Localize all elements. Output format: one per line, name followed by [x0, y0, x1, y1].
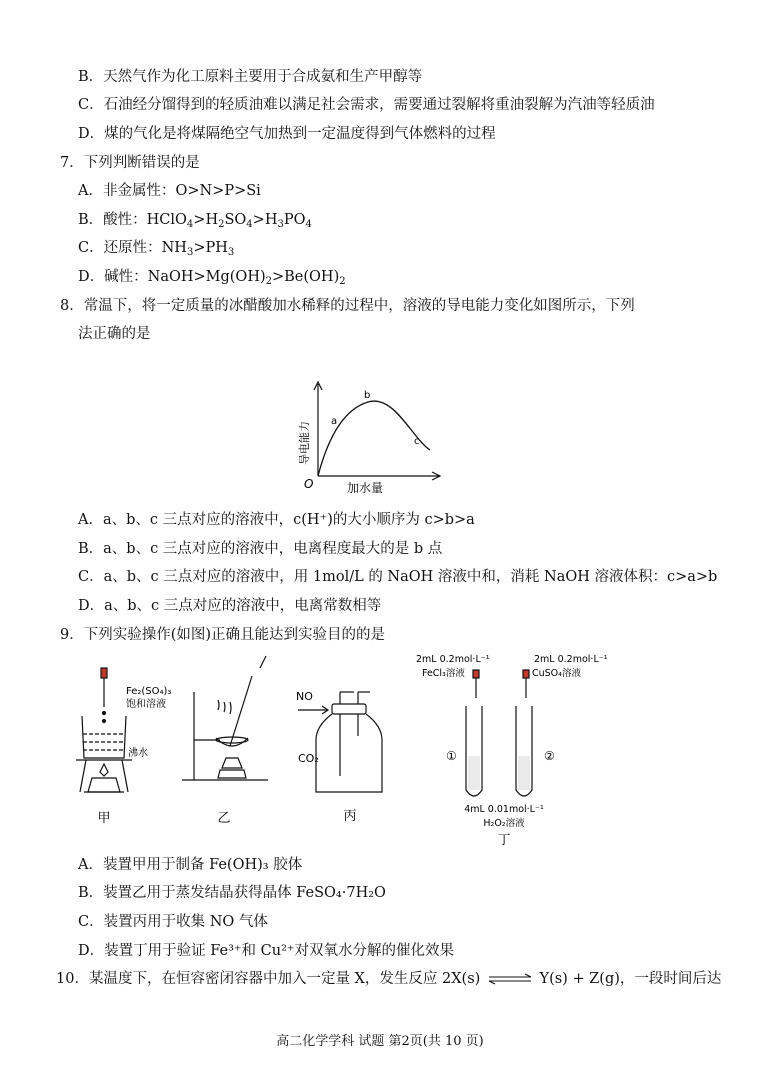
- graph-point-b: b: [364, 390, 371, 401]
- q6-option-b: B．天然气作为化工原料主要用于合成氨和生产甲醇等: [78, 69, 423, 85]
- ding-tube2-label: ②: [544, 749, 555, 763]
- q10-stem: 10．某温度下，在恒容密闭容器中加入一定量 X，发生反应 2X(s) Y(s) + Z(g)，一段时间后达: [56, 971, 722, 987]
- graph-point-c: c: [414, 436, 420, 447]
- ding-right-top-line1: 2mL 0.2mol·L⁻¹: [534, 654, 608, 665]
- graph-y-label: 导电能力: [298, 421, 311, 465]
- apparatus-yi: [182, 656, 268, 780]
- bing-label: 丙: [343, 809, 357, 824]
- q7-stem: 7．下列判断错误的是: [60, 155, 200, 171]
- q9-option-b: B．装置乙用于蒸发结晶获得晶体 FeSO₄·7H₂O: [78, 885, 386, 901]
- q7-option-c: C．还原性：$NH_3>PH_3$: [78, 240, 235, 258]
- apparatus-ding: [466, 670, 532, 796]
- q6-option-c: C．石油经分馏得到的轻质油难以满足社会需求，需要通过裂解将重油裂解为汽油等轻质油: [78, 97, 655, 113]
- q9-option-a: A．装置甲用于制备 Fe(OH)₃ 胶体: [78, 857, 303, 873]
- conductivity-graph: [290, 378, 450, 496]
- jia-reagent-line2: 饱和溶液: [126, 699, 166, 710]
- ding-right-top-line2: CuSO₄溶液: [532, 668, 581, 679]
- q8-option-b: B．a、b、c 三点对应的溶液中，电离程度最大的是 b 点: [78, 541, 443, 557]
- jia-reagent-line1: Fe₂(SO₄)₃: [126, 686, 172, 697]
- q9-option-d: D．装置丁用于验证 Fe³⁺和 Cu²⁺对双氧水分解的催化效果: [78, 943, 455, 959]
- q8-stem-line2: 法正确的是: [78, 326, 151, 342]
- ding-tube1-label: ①: [446, 749, 457, 763]
- reversible-arrow-icon: [487, 973, 533, 985]
- q9-stem: 9．下列实验操作(如图)正确且能达到实验目的的是: [60, 627, 386, 643]
- q6-option-d: D．煤的气化是将煤隔绝空气加热到一定温度得到气体燃料的过程: [78, 126, 496, 142]
- graph-x-label: 加水量: [346, 481, 384, 495]
- q7-option-a: A．非金属性：O>N>P>Si: [78, 183, 261, 199]
- apparatus-bing: [298, 692, 382, 792]
- ding-left-top-line2: FeCl₃溶液: [422, 668, 465, 679]
- q8-stem-line1: 8．常温下，将一定质量的冰醋酸加水稀释的过程中，溶液的导电能力变化如图所示，下列: [60, 298, 635, 314]
- ding-left-top-line1: 2mL 0.2mol·L⁻¹: [416, 654, 490, 665]
- yi-label: 乙: [217, 811, 231, 826]
- q8-option-a: A．a、b、c 三点对应的溶液中，c(H⁺)的大小顺序为 c>b>a: [78, 512, 475, 528]
- ding-bottom-line1: 4mL 0.01mol·L⁻¹: [464, 804, 544, 815]
- q8-option-c: C．a、b、c 三点对应的溶液中，用 1mol/L 的 NaOH 溶液中和，消耗 NaOH 溶液体积：c>a>b: [78, 569, 718, 585]
- q9-option-c: C．装置丙用于收集 NO 气体: [78, 914, 268, 930]
- jia-label: 甲: [97, 811, 111, 826]
- q7-option-b: B．酸性：$HClO_4>H_2SO_4>H_3PO_4$: [78, 212, 312, 230]
- jia-water-label: 沸水: [128, 748, 148, 759]
- bing-gas-in: NO: [296, 690, 313, 703]
- page-footer: 高二化学学科 试题 第2页(共 10 页): [276, 1034, 484, 1049]
- experiment-apparatus-figure: [70, 652, 630, 848]
- graph-point-a: a: [331, 416, 338, 427]
- q8-option-d: D．a、b、c 三点对应的溶液中，电离常数相等: [78, 598, 382, 614]
- apparatus-jia: [76, 668, 132, 792]
- q7-option-d: D．碱性：$NaOH>Mg(OH)_2>Be(OH)_2$: [78, 269, 346, 287]
- bing-gas-inside: CO₂: [298, 752, 319, 765]
- ding-bottom-line2: H₂O₂溶液: [483, 818, 525, 829]
- ding-label: 丁: [497, 833, 511, 848]
- graph-origin: O: [304, 477, 314, 491]
